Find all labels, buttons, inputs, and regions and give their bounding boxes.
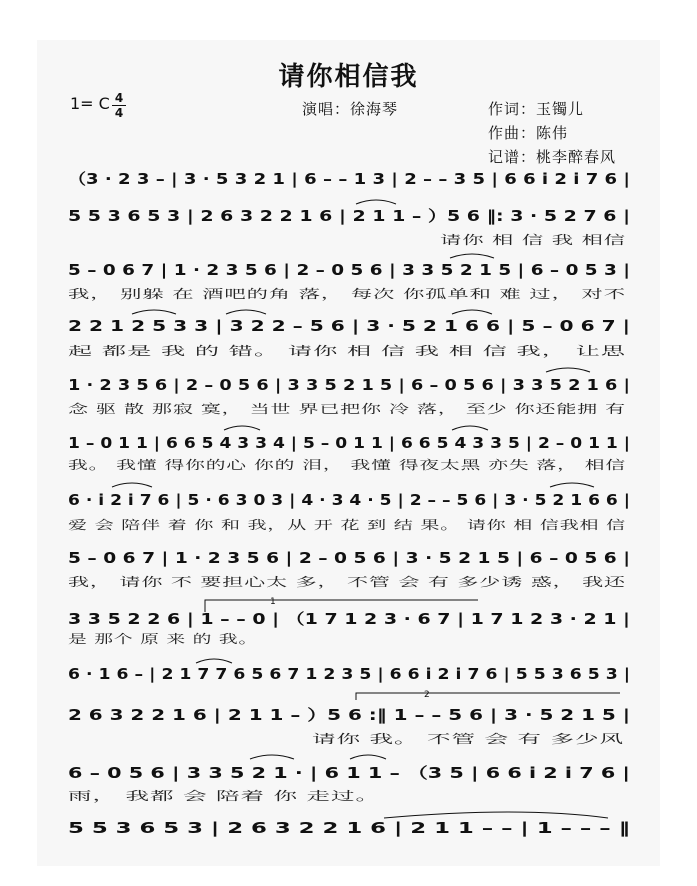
slur [384,812,608,818]
notes-row: 5 5 3 6 5 3 | 2 6 3 2 2 1 6 | 2 1 1 – – | 1 – – – ‖ [68,819,438,837]
slur [450,254,494,258]
lyrics-row: 是 那个 原 来 的 我。 [68,632,190,646]
slur [226,310,266,314]
notes-row: 1 – 0 1 1 | 6 6 5 4 3 3 4 | 5 – 0 1 1 | 6 6 5 4 3 3 5 | 2 – 0 1 1 | [68,434,562,452]
slur [112,483,152,487]
slur [250,755,294,759]
volta-number: 1 [270,597,276,607]
notes-row: 6 · i 2 i 7 6 | 5 · 6 3 0 3 | 4 · 3 4 · 5 | 2 – – 5 6 | 3 · 5 2 1 6 6 | [68,491,562,509]
volta-bracket-2 [356,693,620,700]
lyrics-row: 我。 我懂 得你的心 你的 泪， 我懂 得夜太黑 亦失 落， 相信 [68,458,407,472]
lyricist-credit: 作词：玉镯儿 [488,100,585,118]
slur [224,426,260,430]
slur [196,659,232,663]
notes-row: 1 · 2 3 5 6 | 2 – 0 5 6 | 3 3 5 2 1 5 | 6 – 0 5 6 | 3 3 5 2 1 6 | [68,376,545,394]
notes-row: （3 · 2 3 – | 3 · 5 3 2 1 | 6 – – 1 3 | 2 – – 3 5 | 6 6 i 2 i 7 6 | [68,170,535,188]
slur [550,483,594,487]
lyrics-row: 雨， 我都 会 陪着 你 走过。 [68,789,228,803]
composer-credit: 作曲：陈伟 [488,124,569,142]
transcriber-credit: 记谱：桃李醉春风 [488,148,617,166]
meter-top: 4 [114,91,124,105]
slur [350,755,386,759]
slur [132,310,176,314]
notes-row: 2 2 1 2 5 3 3 | 3 2 2 – 5 6 | 3 · 5 2 1 6 6 | 5 – 0 6 7 | [68,317,487,335]
lyrics-row: 请你 我。 不管 会 有 多少风 [312,732,472,746]
slur [546,368,590,372]
song-title: 请你相信我 [278,62,419,92]
notes-row: 5 5 3 6 5 3 | 2 6 3 2 2 1 6 | 2 1 1 – ）5 6 ‖: 3 · 5 2 7 6 | [68,207,513,225]
lyrics-row: 我， 别躲 在 酒吧的角 落， 每次 你孤单和 难 过， 对不 [68,287,382,301]
notes-row: 6 · 1 6 – | 2 1 7 7 6 5 6 7 1 2 3 5 | 6 6 i 2 i 7 6 | 5 5 3 6 5 3 | [68,665,558,683]
slur [452,426,488,430]
notes-row: 6 – 0 5 6 | 3 3 5 2 1 · | 6 1 1 – （3 5 | 6 6 i 2 i 7 6 | [68,764,476,782]
notes-row: 5 – 0 6 7 | 1 · 2 3 5 6 | 2 – 0 5 6 | 3 · 5 2 1 5 | 6 – 0 5 6 | [68,549,521,567]
lyrics-row: 请你 相 信 我 相信 [440,233,545,247]
slur [452,310,492,314]
lyrics-row: 爱 会 陪伴 着 你 和 我，从 开 花 到 结 果。 请你 相 信我相 信 [68,518,421,532]
notes-row: 2 6 3 2 2 1 6 | 2 1 1 – ）5 6 :‖ 1 – – 5 6 | 3 · 5 2 1 5 | [68,706,491,724]
notes-row: 3 3 5 2 2 6 | 1 – – 0 | （1 7 1 2 3 · 6 7 | 1 7 1 2 3 · 2 1 | [68,610,513,628]
slur [356,200,396,204]
notes-row: 5 – 0 6 7 | 1 · 2 3 5 6 | 2 – 0 5 6 | 3 3 5 2 1 5 | 6 – 0 5 3 | [68,261,526,279]
key-signature: 1= C [70,94,110,113]
lyrics-row: 起 都是 我 的 错。 请你 相 信 我 相 信 我， 让思 [68,344,345,358]
singer-credit: 演唱：徐海琴 [302,100,399,118]
volta-number: 2 [424,690,430,700]
meter-bottom: 4 [114,106,124,120]
lyrics-row: 我， 请你 不 要担心太 多， 不管 会 有 多少诱 惑， 我还 [68,575,387,589]
lyrics-row: 念 驱 散 那寂 寞， 当世 界已把你 冷 落， 至少 你还能拥 有 [68,402,403,416]
